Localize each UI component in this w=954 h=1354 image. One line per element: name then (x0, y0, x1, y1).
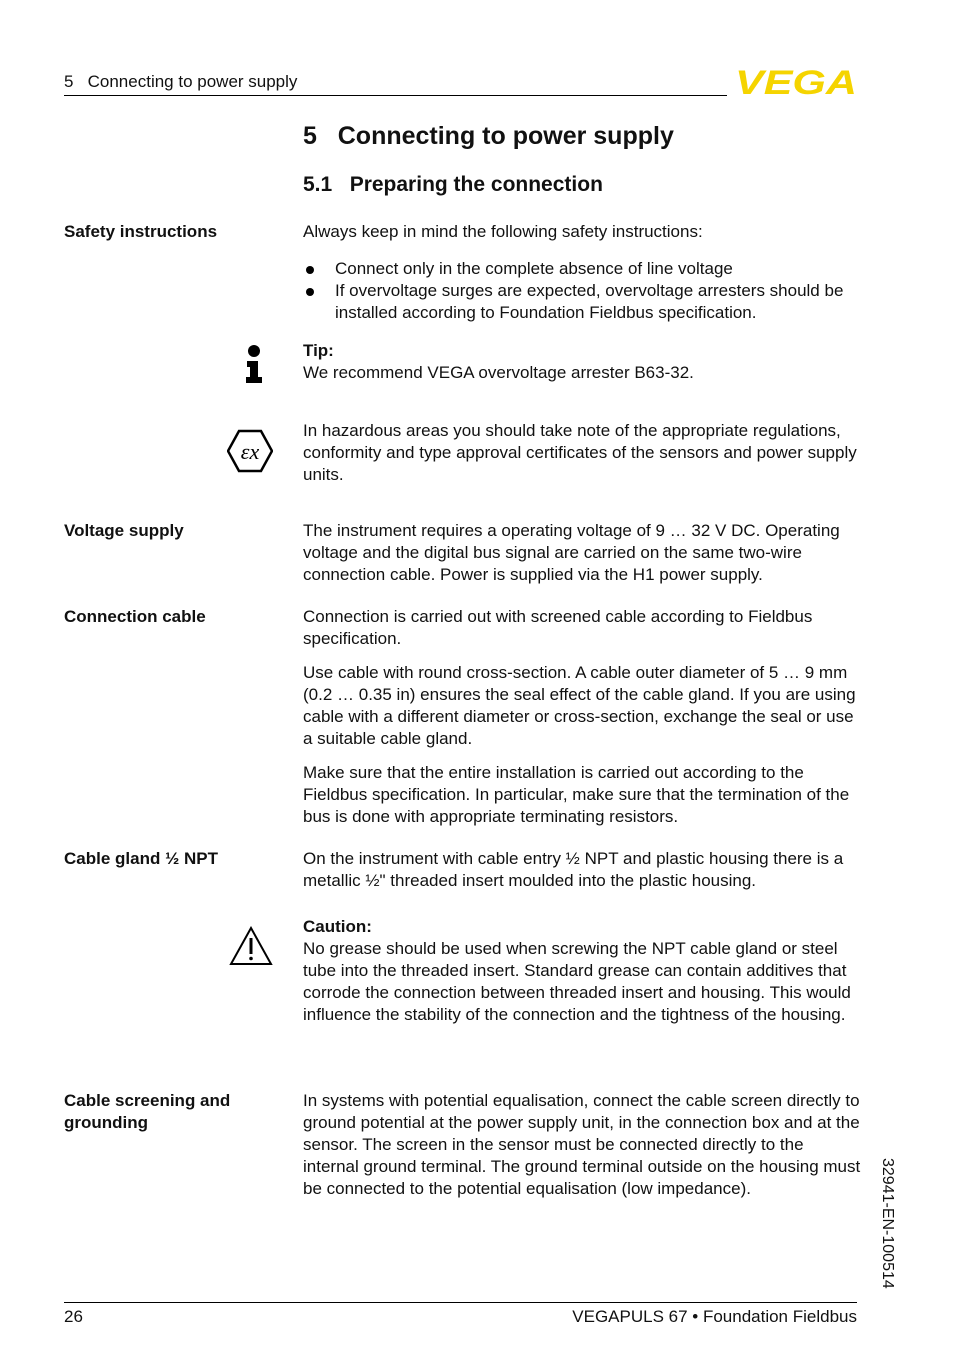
section-title: 5.1 Preparing the connection (303, 173, 603, 196)
gland-label: Cable gland ½ NPT (64, 849, 218, 868)
list-item: If overvoltage surges are expected, overvoltage arresters should be installed according to Foundation Fieldbus specification. (303, 280, 873, 324)
footer-product: VEGAPULS 67 • Foundation Fieldbus (572, 1307, 857, 1326)
chapter-title: 5 Connecting to power supply (303, 122, 674, 150)
screening-label: Cable screening and grounding (64, 1091, 231, 1132)
list-item: Connect only in the complete absence of line voltage (303, 258, 873, 280)
safety-list (303, 258, 873, 324)
vega-logo-text: VEGA (735, 66, 857, 96)
tip-block (303, 340, 873, 384)
safety-intro: Always keep in mind the following safety instructions: (303, 222, 703, 241)
info-icon (243, 344, 265, 384)
warning-triangle-icon (229, 926, 273, 966)
safety-label: Safety instructions (64, 222, 218, 241)
bullet-icon (306, 266, 314, 274)
voltage-label: Voltage supply (64, 521, 184, 540)
bullet-icon (306, 288, 314, 296)
running-header: 5 Connecting to power supply (64, 72, 298, 91)
cable-p2: Use cable with round cross-section. A cable outer diameter of 5 … 9 mm (0.2 … 0.35 in) ensures the seal effect of the cable gland. If you are using cable with a different diameter or cross-section, exchange the seal or use a suitable cable gland. (303, 663, 856, 748)
caution-block (303, 916, 859, 1026)
vega-logo (735, 66, 857, 96)
document-number: 32941-EN-100514 (879, 1158, 896, 1289)
svg-text:εx: εx (240, 439, 260, 464)
tip-text: We recommend VEGA overvoltage arrester B63-32. (303, 363, 694, 382)
page-number: 26 (64, 1307, 83, 1326)
caution-title: Caution: (303, 917, 372, 936)
caution-text: No grease should be used when screwing the NPT cable gland or steel tube into the threaded insert. Standard grease can contain additives that corrode the connection between threaded insert and housing. This would influence the stability of the connection and the tightness of the housing. (303, 939, 851, 1024)
tip-title: Tip: (303, 341, 334, 360)
footer-rule (64, 1302, 857, 1303)
cable-p3: Make sure that the entire installation is carried out according to the Fieldbus specification. In particular, make sure that the termination of the bus is done with appropriate terminating resistors. (303, 763, 850, 826)
screening-text: In systems with potential equalisation, connect the cable screen directly to ground potential at the power supply unit, in the connection box and at the sensor. The screen in the sensor must be connected directly to the internal ground terminal. The ground terminal outside on the housing must be connected to the potential equalisation (low impedance). (303, 1091, 861, 1198)
gland-text: On the instrument with cable entry ½ NPT and plastic housing there is a metallic ½" threaded insert moulded into the plastic housing. (303, 849, 844, 890)
voltage-text: The instrument requires a operating voltage of 9 … 32 V DC. Operating voltage and the digital bus signal are carried on the same two-wire connection cable. Power is supplied via the H1 power supply. (303, 521, 840, 584)
header-rule (64, 95, 727, 96)
cable-p1: Connection is carried out with screened cable according to Fieldbus specification. (303, 607, 813, 648)
ex-hazard-icon (227, 429, 273, 473)
cable-label: Connection cable (64, 607, 206, 626)
ex-text: In hazardous areas you should take note of the appropriate regulations, conformity and type approval certificates of the sensors and power supply units. (303, 421, 857, 484)
